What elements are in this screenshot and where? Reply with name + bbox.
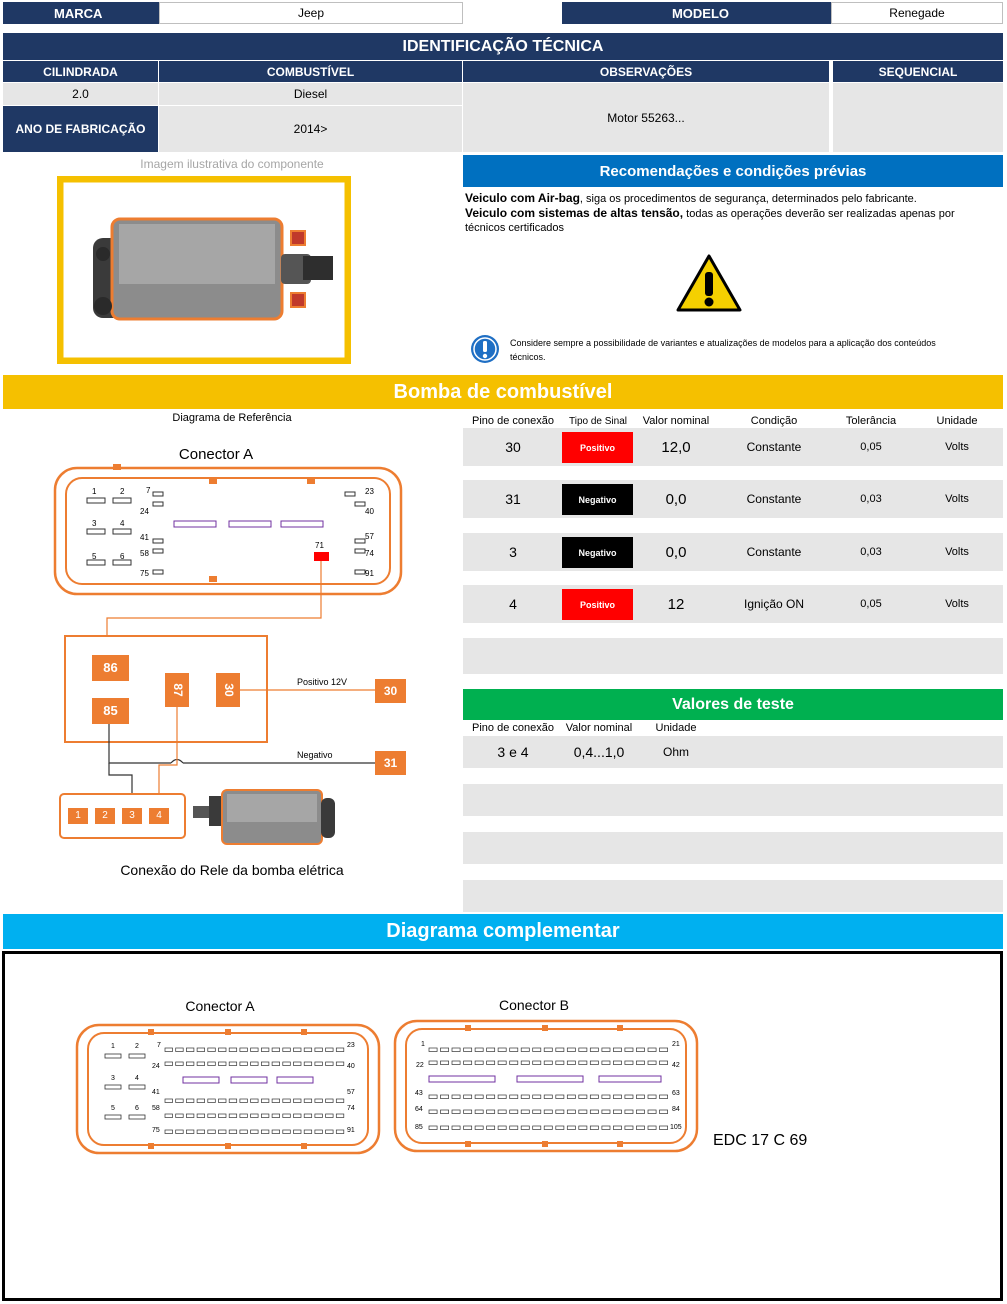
col-sinal: Tipo de Sinal bbox=[569, 415, 627, 427]
complementar-title: Diagrama complementar bbox=[3, 914, 1003, 949]
signal-badge: Negativo bbox=[562, 537, 633, 568]
relay-87: 87 bbox=[171, 683, 185, 697]
condicao-cell: Ignição ON bbox=[743, 597, 805, 611]
ecu-label: EDC 17 C 69 bbox=[713, 1132, 808, 1149]
pin-label: 6 bbox=[135, 1105, 139, 1112]
pin-label: 6 bbox=[120, 552, 125, 561]
comp-connector-b-title: Conector B bbox=[498, 997, 570, 1013]
pin-label: 1 bbox=[111, 1043, 115, 1050]
col-unidade: Unidade bbox=[936, 415, 978, 427]
marca-label: MARCA bbox=[3, 2, 159, 24]
recomendacoes-panel bbox=[463, 154, 1003, 372]
recomendacoes-title: Recomendações e condições prévias bbox=[463, 155, 1003, 187]
pin-label: 2 bbox=[120, 487, 125, 496]
test-row bbox=[463, 736, 1003, 768]
recomendacoes-text bbox=[465, 191, 995, 235]
pin-label: 58 bbox=[152, 1105, 160, 1112]
pin-label: 3 bbox=[111, 1075, 115, 1082]
tolerancia-cell: 0,03 bbox=[860, 546, 882, 558]
pin-label: 22 bbox=[416, 1062, 424, 1069]
cilindrada-label: CILINDRADA bbox=[3, 61, 158, 82]
pin-label: 7 bbox=[146, 486, 151, 495]
negative-label: Negativo bbox=[297, 750, 333, 760]
output-31: 31 bbox=[383, 756, 398, 770]
pin-label: 91 bbox=[347, 1127, 355, 1134]
condicao-cell: Constante bbox=[746, 492, 802, 506]
diagram-header: Diagrama de Referência bbox=[172, 412, 292, 424]
vt-col-pino: Pino de conexão bbox=[472, 722, 554, 734]
valor-cell: 12 bbox=[667, 595, 685, 613]
ano-label: ANO DE FABRICAÇÃO bbox=[3, 106, 158, 152]
pin-label: 41 bbox=[140, 533, 149, 542]
observacoes-value: Motor 55263... bbox=[463, 83, 829, 152]
pino-cell: 31 bbox=[505, 491, 521, 507]
pin-label: 91 bbox=[365, 569, 374, 578]
pin-label: 3 bbox=[92, 519, 97, 528]
output-30: 30 bbox=[383, 684, 398, 698]
condicao-cell: Constante bbox=[746, 545, 802, 559]
pin-label: 1 bbox=[92, 487, 97, 496]
tolerancia-cell: 0,05 bbox=[860, 598, 882, 610]
pump-pin: 2 bbox=[102, 810, 108, 821]
pin-label: 58 bbox=[140, 549, 149, 558]
vt-col-valor: Valor nominal bbox=[565, 722, 633, 734]
pino-cell: 3 bbox=[509, 544, 517, 560]
pump-pin: 1 bbox=[75, 810, 81, 821]
empty-row bbox=[463, 832, 1003, 864]
pump-pin: 4 bbox=[156, 810, 162, 821]
pin-label: 105 bbox=[670, 1124, 682, 1131]
pin-label: 5 bbox=[111, 1105, 115, 1112]
pin-label: 42 bbox=[672, 1062, 680, 1069]
fuel-pump-image bbox=[57, 176, 351, 364]
pin-label: 63 bbox=[672, 1090, 680, 1097]
test-pino-cell: 3 e 4 bbox=[497, 744, 529, 760]
observacoes-label: OBSERVAÇÕES bbox=[463, 61, 829, 82]
comp-connector-a-title: Conector A bbox=[185, 998, 255, 1014]
pin-label: 57 bbox=[347, 1089, 355, 1096]
test-unidade-cell: Ohm bbox=[662, 745, 689, 759]
combustivel-value: Diesel bbox=[159, 83, 462, 105]
recomendacoes-note: Considere sempre a possibilidade de variantes e atualizações de modelos para a aplicação dos conteúdos técnicos. bbox=[510, 338, 936, 362]
complementar-panel bbox=[2, 951, 1003, 1301]
pin-label: 24 bbox=[152, 1063, 160, 1070]
table-row bbox=[463, 480, 1003, 518]
combustivel-label: COMBUSTÍVEL bbox=[159, 61, 462, 82]
empty-row bbox=[463, 784, 1003, 816]
pin-label: 74 bbox=[365, 549, 374, 558]
col-valor: Valor nominal bbox=[642, 415, 710, 427]
pin-label: 84 bbox=[672, 1106, 680, 1113]
pin-label: 64 bbox=[415, 1106, 423, 1113]
pin-label: 85 bbox=[415, 1124, 423, 1131]
pin-label: 43 bbox=[415, 1090, 423, 1097]
diagram-caption: Conexão do Rele da bomba elétrica bbox=[120, 862, 344, 878]
col-condicao: Condição bbox=[750, 415, 798, 427]
modelo-value: Renegade bbox=[831, 2, 1003, 24]
pin-label: 1 bbox=[421, 1041, 425, 1048]
pin-label: 40 bbox=[347, 1063, 355, 1070]
marca-value: Jeep bbox=[159, 2, 463, 24]
test-valor-cell: 0,4...1,0 bbox=[573, 744, 625, 760]
relay-86: 86 bbox=[103, 660, 118, 675]
positive-label: Positivo 12V bbox=[297, 677, 348, 687]
image-caption: Imagem ilustrativa do componente bbox=[140, 157, 324, 171]
airbag-bold: Veiculo com Air-bag bbox=[465, 191, 580, 205]
unidade-cell: Volts bbox=[945, 441, 969, 453]
alta-tensao-bold: Veiculo com sistemas de altas tensão, bbox=[465, 206, 684, 220]
tolerancia-cell: 0,03 bbox=[860, 493, 882, 505]
col-tolerancia: Tolerância bbox=[845, 415, 897, 427]
col-pino: Pino de conexão bbox=[472, 415, 554, 427]
signal-badge: Positivo bbox=[562, 589, 633, 620]
pin-label: 4 bbox=[135, 1075, 139, 1082]
table-row bbox=[463, 428, 1003, 466]
connector-a-title: Conector A bbox=[178, 446, 254, 463]
pin-label: 7 bbox=[157, 1042, 161, 1049]
signal-badge: Positivo bbox=[562, 432, 633, 463]
info-icon bbox=[470, 334, 500, 364]
pin-label: 4 bbox=[120, 519, 125, 528]
valores-teste-title: Valores de teste bbox=[463, 689, 1003, 720]
pin-71-label: 71 bbox=[315, 541, 324, 550]
component-image-panel bbox=[3, 154, 461, 372]
empty-row bbox=[463, 638, 1003, 674]
pin-label: 23 bbox=[365, 487, 374, 496]
modelo-label: MODELO bbox=[562, 2, 831, 24]
pin-label: 24 bbox=[140, 507, 149, 516]
valor-cell: 0,0 bbox=[665, 490, 687, 508]
airbag-text: , siga os procedimentos de segurança, determinados pelo fabricante. bbox=[579, 193, 917, 205]
table-row bbox=[463, 585, 1003, 623]
relay-85: 85 bbox=[103, 703, 118, 718]
unidade-cell: Volts bbox=[945, 546, 969, 558]
pino-cell: 4 bbox=[509, 596, 517, 612]
tolerancia-cell: 0,05 bbox=[860, 441, 882, 453]
pin-label: 41 bbox=[152, 1089, 160, 1096]
relay-30: 30 bbox=[222, 683, 236, 697]
alta-tensao-text: todas as operações deverão ser realizadas apenas por técnicos certificados bbox=[465, 208, 955, 234]
unidade-cell: Volts bbox=[945, 598, 969, 610]
row-spacer bbox=[463, 466, 1003, 480]
pin-label: 75 bbox=[152, 1127, 160, 1134]
reference-diagram-panel bbox=[3, 430, 461, 912]
bomba-title: Bomba de combustível bbox=[3, 375, 1003, 409]
pin-label: 5 bbox=[92, 552, 97, 561]
pin-label: 40 bbox=[365, 507, 374, 516]
valor-cell: 0,0 bbox=[665, 543, 687, 561]
cilindrada-value: 2.0 bbox=[3, 83, 158, 105]
pino-cell: 30 bbox=[505, 439, 521, 455]
table-row bbox=[463, 533, 1003, 571]
condicao-cell: Constante bbox=[746, 440, 802, 454]
pump-pin: 3 bbox=[129, 810, 135, 821]
valor-cell: 12,0 bbox=[661, 438, 691, 456]
pin-label: 75 bbox=[140, 569, 149, 578]
sequencial-label: SEQUENCIAL bbox=[833, 61, 1003, 82]
pin-label: 21 bbox=[672, 1041, 680, 1048]
identificacao-title: IDENTIFICAÇÃO TÉCNICA bbox=[3, 33, 1003, 60]
vt-col-unidade: Unidade bbox=[655, 722, 697, 734]
ano-value: 2014> bbox=[159, 106, 462, 152]
pin-label: 23 bbox=[347, 1042, 355, 1049]
pin-label: 74 bbox=[347, 1105, 355, 1112]
pin-label: 57 bbox=[365, 532, 374, 541]
relay-wiring-diagram bbox=[3, 430, 461, 912]
warning-icon bbox=[675, 252, 743, 314]
unidade-cell: Volts bbox=[945, 493, 969, 505]
signal-badge: Negativo bbox=[562, 484, 633, 515]
pin-label: 2 bbox=[135, 1043, 139, 1050]
sequencial-value bbox=[833, 83, 1003, 152]
empty-row bbox=[463, 880, 1003, 912]
